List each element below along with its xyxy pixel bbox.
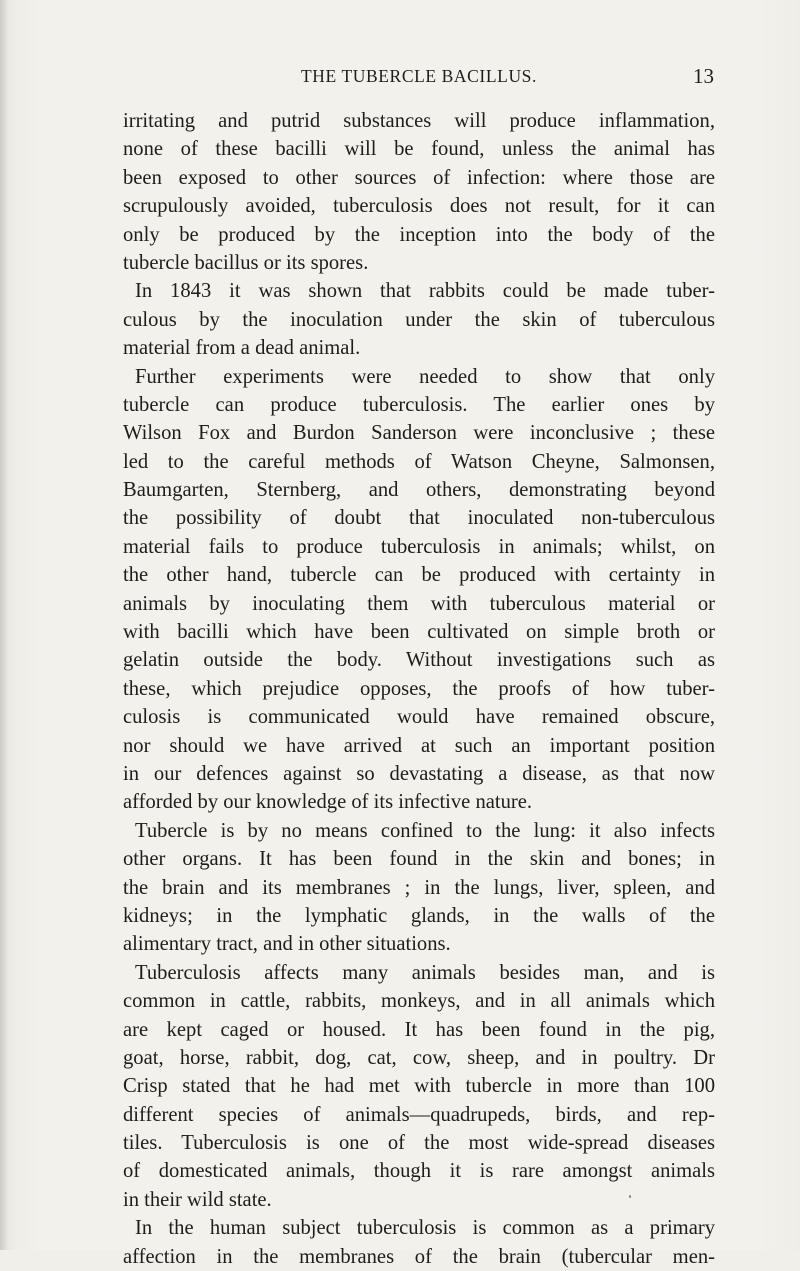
page-number: 13: [693, 64, 714, 88]
text-line: other organs. It has been found in the skin and bones; in: [123, 848, 715, 871]
text-line: these, which prejudice opposes, the proofs of how tuber-: [123, 677, 715, 700]
text-line: led to the careful methods of Watson Cheyne, Salmonsen,: [123, 450, 715, 473]
text-line: Further experiments were needed to show that only: [135, 365, 715, 388]
text-line: the possibility of doubt that inoculated non-tuberculous: [123, 507, 715, 530]
text-line: tubercle can produce tuberculosis. The earlier ones by: [123, 393, 715, 416]
text-line: been exposed to other sources of infection: where those are: [123, 166, 715, 189]
body-text: [123, 107, 715, 1271]
text-line: in our defences against so devastating a disease, as that now: [123, 762, 715, 785]
text-line: only be produced by the inception into the body of the: [123, 223, 715, 246]
text-line: nor should we have arrived at such an important position: [123, 734, 715, 757]
text-line: gelatin outside the body. Without investigations such as: [123, 649, 715, 672]
text-line: the brain and its membranes ; in the lungs, liver, spleen, and: [123, 876, 715, 899]
text-line: kidneys; in the lymphatic glands, in the walls of the: [123, 904, 715, 927]
text-line: none of these bacilli will be found, unless the animal has: [123, 138, 715, 161]
text-line: common in cattle, rabbits, monkeys, and in all animals which: [123, 990, 715, 1013]
text-line: culosis is communicated would have remained obscure,: [123, 706, 715, 729]
paper-speck: [629, 1195, 631, 1198]
text-line: In the human subject tuberculosis is common as a primary: [135, 1217, 715, 1240]
text-line: the other hand, tubercle can be produced with certainty in: [123, 564, 715, 587]
text-line: material fails to produce tuberculosis in animals; whilst, on: [123, 535, 715, 558]
page-header: [124, 62, 714, 90]
text-line: irritating and putrid substances will produce inflammation,: [123, 110, 715, 132]
binding-shadow: [0, 0, 8, 1250]
text-line: alimentary tract, and in other situations.: [123, 933, 451, 956]
text-line: material from a dead animal.: [123, 337, 361, 360]
text-line: goat, horse, rabbit, dog, cat, cow, sheep, and in poultry. Dr: [123, 1046, 715, 1069]
text-line: are kept caged or housed. It has been found in the pig,: [123, 1018, 715, 1041]
text-line: different species of animals—quadrupeds, birds, and rep-: [123, 1103, 715, 1126]
text-line: Tubercle is by no means confined to the lung: it also infects: [135, 819, 715, 842]
text-line: tubercle bacillus or its spores.: [123, 251, 369, 274]
text-line: Wilson Fox and Burdon Sanderson were inconclusive ; these: [123, 422, 715, 445]
running-title: THE TUBERCLE BACILLUS.: [300, 66, 537, 86]
text-line: with bacilli which have been cultivated on simple broth or: [123, 621, 715, 644]
text-line: culous by the inoculation under the skin of tuberculous: [123, 308, 715, 331]
text-line: affection in the membranes of the brain (tubercular men-: [123, 1245, 715, 1268]
text-line: scrupulously avoided, tuberculosis does not result, for it can: [123, 195, 715, 218]
text-line: of domesticated animals, though it is rare amongst animals: [123, 1160, 715, 1183]
text-line: Crisp stated that he had met with tubercle in more than 100: [123, 1075, 715, 1098]
text-line: in their wild state.: [123, 1188, 272, 1211]
text-line: In 1843 it was shown that rabbits could be made tuber-: [135, 280, 715, 303]
text-line: afforded by our knowledge of its infective nature.: [123, 791, 533, 814]
text-line: Baumgarten, Sternberg, and others, demonstrating beyond: [123, 479, 715, 502]
text-line: animals by inoculating them with tuberculous material or: [123, 592, 715, 615]
text-line: Tuberculosis affects many animals besides man, and is: [135, 961, 715, 984]
text-line: tiles. Tuberculosis is one of the most wide-spread diseases: [123, 1132, 715, 1155]
